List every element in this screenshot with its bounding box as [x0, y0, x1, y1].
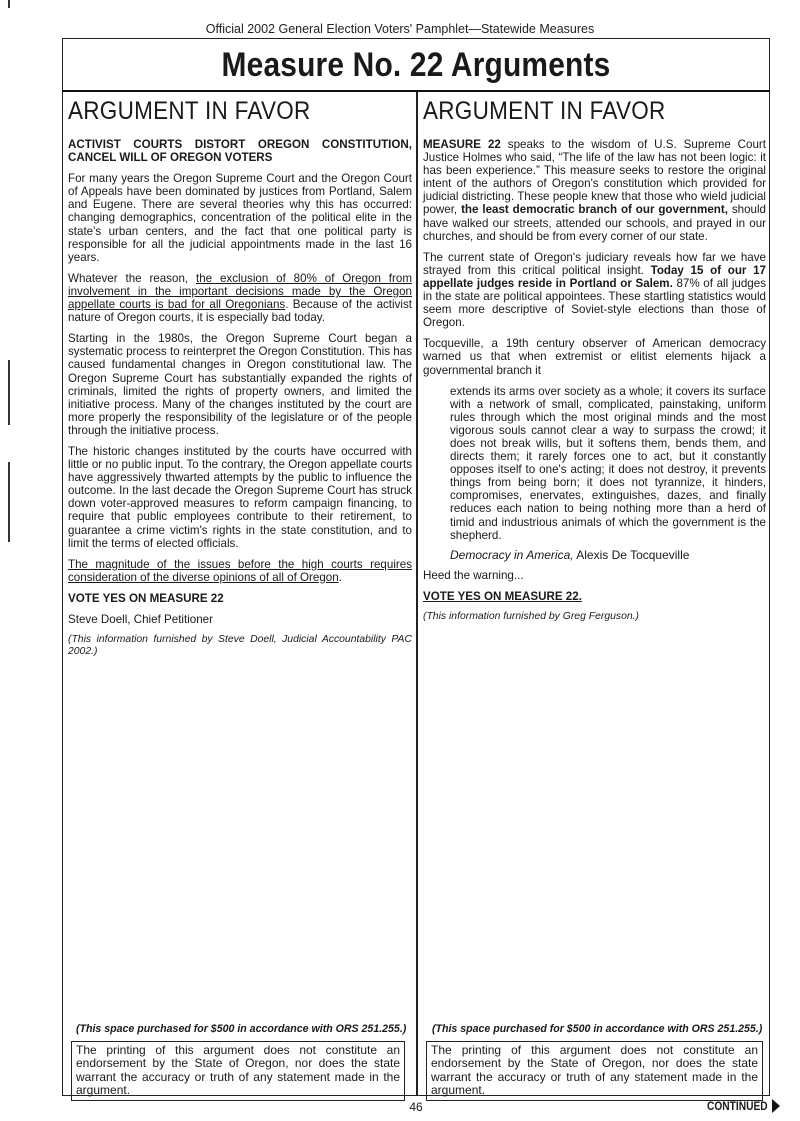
- left-paragraph-1: For many years the Oregon Supreme Court and the Oregon Court of Appeals have been dominated by justices from Portland, Salem and Eugene. There are several theories why this has occurred: changing demographics, concentration of the political elite in the state's urban centers, and the fact that one political party is responsible for all the judicial appointments made in the last 16 years.: [68, 172, 412, 264]
- scan-margin-mark: [8, 0, 10, 8]
- scan-margin-mark: [8, 360, 10, 425]
- page-number: 46: [409, 1100, 423, 1114]
- left-paragraph-3: Starting in the 1980s, the Oregon Supreme Court began a systematic process to reinterpret the Oregon Constitution. This has caused fundamental changes in Oregon constitutional law. The Oregon Supreme Court has substantially expanded the rights of criminals, limited the rights of property owners, and limited the initiative process. Many of the changes instituted by the court are more properly the responsibility of the legislature or of the people through the initiative process.: [68, 332, 412, 437]
- right-argument-heading: ARGUMENT IN FAVOR: [423, 97, 666, 125]
- left-paragraph-5: The magnitude of the issues before the high courts requires consideration of the diverse opinions of all of Oregon.: [68, 557, 412, 584]
- left-lead: ACTIVIST COURTS DISTORT OREGON CONSTITUTION, CANCEL WILL OF OREGON VOTERS: [68, 138, 412, 165]
- page-title: Measure No. 22 Arguments: [221, 46, 611, 84]
- right-purchase-note: (This space purchased for $500 in accordance with ORS 251.255.): [432, 1023, 763, 1035]
- left-paragraph-2: Whatever the reason, the exclusion of 80% of Oregon from involvement in the important decisions made by the Oregon appellate courts is bad for all Oregonians. Because of the activist nature of Oregon courts, it is especially bad today.: [68, 271, 412, 325]
- left-vote-line: VOTE YES ON MEASURE 22: [68, 591, 224, 605]
- tocqueville-quote: extends its arms over society as a whole; it covers its surface with a network of small, complicated, painstaking, uniform rules through which the most original minds and the most vigorous souls cannot clear a way to surpass the crowd; it does not break wills, but it softens them, bends them, and directs them; it rarely forces one to act, but it constantly opposes itself to one's acting; it does not destroy, it prevents things from being born; it does not tyrannize, it hinders, compromises, enervates, extinguishes, dazes, and finally reduces each nation to being nothing more than a herd of timid and industrious animals of which the government is the shepherd.: [450, 384, 766, 542]
- running-head: Official 2002 General Election Voters' Pamphlet—Statewide Measures: [205, 22, 595, 36]
- left-furnished-note: (This information furnished by Steve Doell, Judicial Accountability PAC 2002.): [68, 634, 412, 658]
- title-box: [62, 38, 770, 92]
- left-argument: [68, 96, 412, 666]
- right-paragraph-3: Tocqueville, a 19th century observer of American democracy warned us that when extremist or elitist elements hijack a governmental branch it: [423, 337, 766, 377]
- right-paragraph-1: MEASURE 22 speaks to the wisdom of U.S. Supreme Court Justice Holmes who said, “The life of the law has not been logic: it has been experience.” This measure seeks to restore the original intent of the authors of Oregon's constitution which provided for judicial districting. These people knew that those who wield judicial power, the least democratic branch of our government, should have walked our streets, attended our schools, and prayed in our churches, and should be from every corner of our state.: [423, 138, 767, 243]
- right-disclaimer: The printing of this argument does not constitute an endorsement by the State of Oregon, nor does the state warrant the accuracy or truth of any statement made in the argument.: [426, 1041, 763, 1101]
- right-paragraph-4: Heed the warning...: [423, 568, 524, 582]
- right-paragraph-2: The current state of Oregon's judiciary reveals how far we have strayed from this critical political insight. Today 15 of our 17 appellate judges reside in Portland or Salem. 87% of all judges in the state are political appointees. These startling statistics would seem more descriptive of Soviet-style elections than those of Oregon.: [423, 250, 767, 330]
- left-purchase-note: (This space purchased for $500 in accordance with ORS 251.255.): [76, 1023, 407, 1035]
- continued-label: CONTINUED: [707, 1099, 768, 1113]
- right-vote-line: VOTE YES ON MEASURE 22.: [423, 589, 582, 603]
- left-disclaimer: The printing of this argument does not constitute an endorsement by the State of Oregon, nor does the state warrant the accuracy or truth of any statement made in the argument.: [71, 1041, 405, 1101]
- left-signer: Steve Doell, Chief Petitioner: [68, 613, 213, 626]
- scan-margin-mark: [8, 462, 10, 542]
- quote-citation: Democracy in America, Alexis De Tocqueville: [450, 547, 690, 562]
- column-divider: [416, 92, 418, 1096]
- left-paragraph-4: The historic changes instituted by the courts have occurred with little or no public input. To the contrary, the Oregon appellate courts have aggressively thwarted attempts by the public to influence the outcome. In the last decade the Oregon Supreme Court has struck down voter-approved measures to reform campaign financing, to require that public employees contribute to their retirement, to guarantee a crime victim's rights in the state constitution, and to limit the terms of elected officials.: [68, 444, 412, 550]
- right-argument: [423, 96, 766, 631]
- arrow-right-icon: [772, 1099, 780, 1113]
- right-furnished-note: (This information furnished by Greg Ferguson.): [423, 611, 639, 622]
- left-argument-heading: ARGUMENT IN FAVOR: [68, 97, 311, 125]
